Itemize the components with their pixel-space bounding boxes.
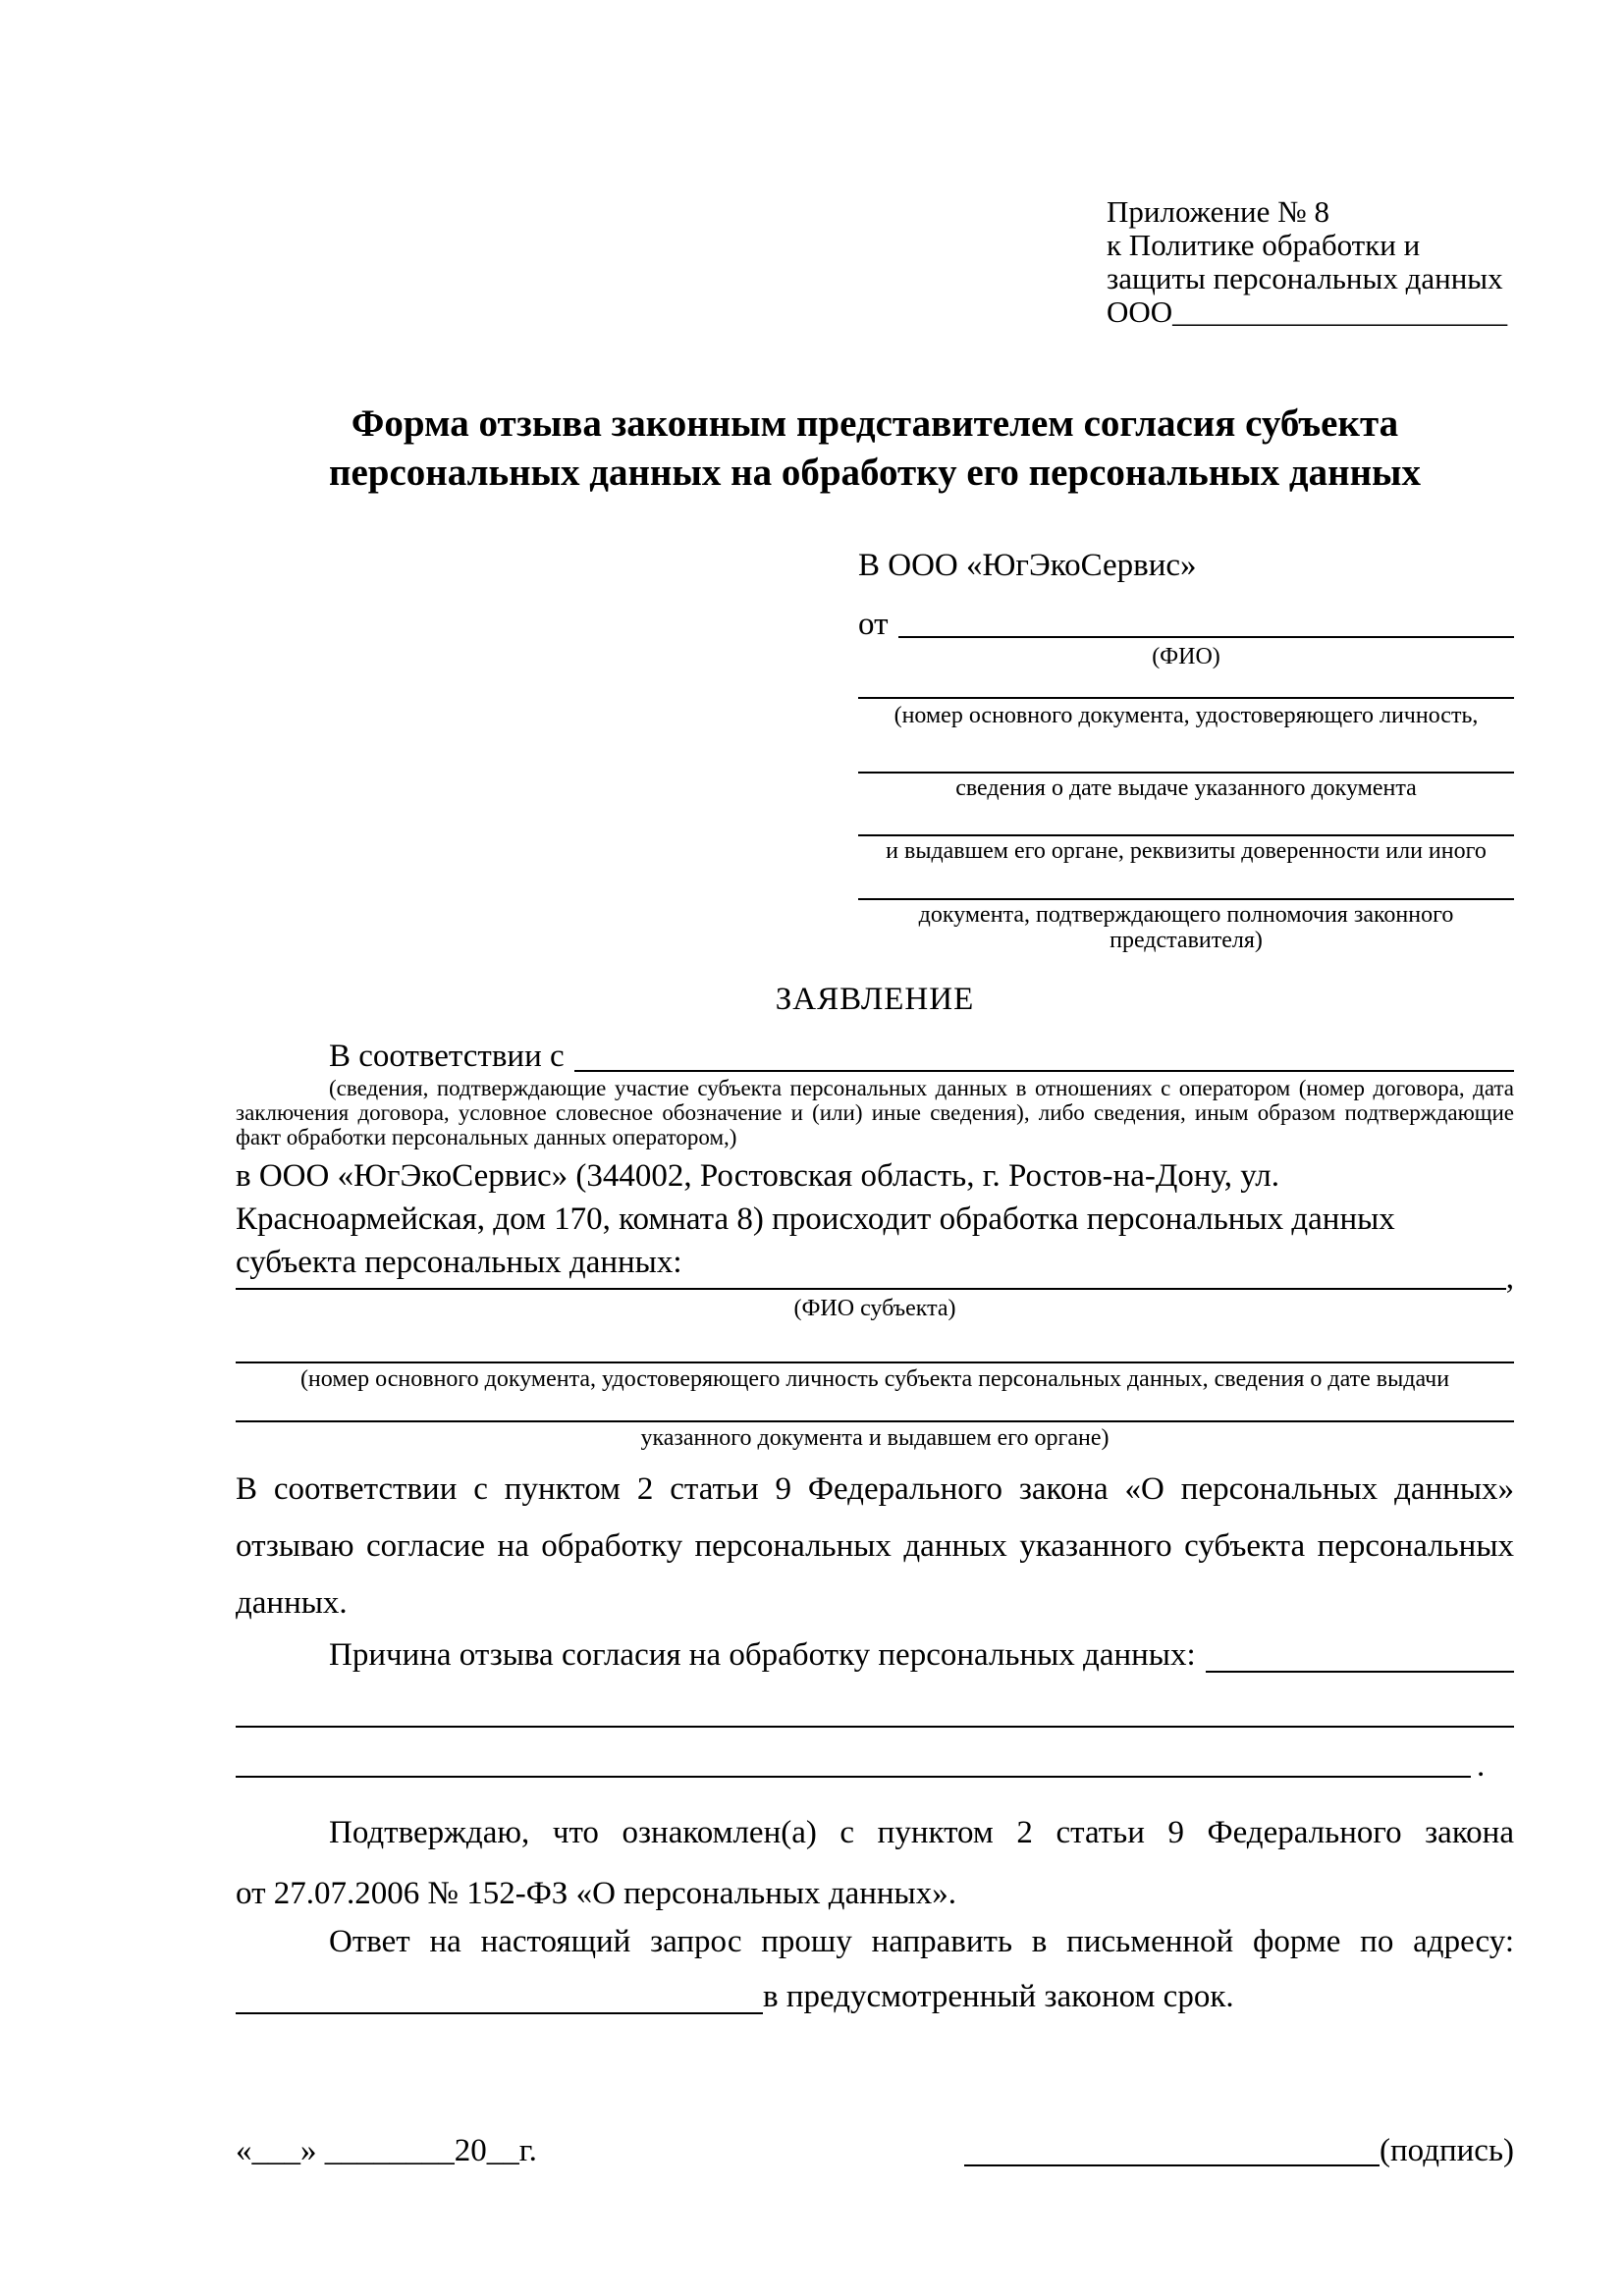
reason-period: . (1477, 1748, 1486, 1784)
subject-fio-comma: , (1505, 1260, 1514, 1296)
doc-caption-2: сведения о дате выдаче указанного документа (955, 775, 1417, 801)
operator-paragraph-line: в ООО «ЮгЭкоСервис» (344002, Ростовская область, г. Ростов-на-Дону, ул. (236, 1158, 1279, 1194)
subject-doc-blank-line-2 (236, 1386, 1514, 1422)
confirm-paragraph-line: Подтверждаю, что ознакомлен(а) с пунктом 2 статьи 9 Федерального закона (329, 1815, 1514, 1850)
doc-caption-1: (номер основного документа, удостоверяющего личность, (893, 703, 1479, 728)
doc-blank-line-1 (858, 664, 1514, 699)
operator-paragraph-line: субъекта персональных данных: (236, 1245, 682, 1280)
addressee-from-row (858, 605, 1514, 642)
withdrawal-paragraph-line: отзываю согласие на обработку персональных данных указанного субъекта персональных (236, 1528, 1514, 1564)
operator-paragraph-line: Красноармейская, дом 170, комната 8) происходит обработка персональных данных (236, 1201, 1395, 1237)
reply-address-blank-line (236, 1979, 763, 2014)
page-title-line: Форма отзыва законным представителем согласия субъекта (351, 402, 1399, 445)
reason-blank-line (1206, 1635, 1514, 1673)
ooo-label: ООО (1107, 294, 1173, 329)
reply-address-row (236, 1979, 1514, 2014)
fine-print: (сведения, подтверждающие участие субъекта персональных данных в отношениях с оператором (номер договора, дата заключения договора, условное словесное обозначение и (или) иные сведения), либо сведения, иным образом подтверждающие факт обработки персональных данных оператором,) (236, 1076, 1514, 1149)
reason-extra-line-1 (236, 1690, 1514, 1728)
reason-extra-row-2 (236, 1728, 1514, 1784)
page-title-line: персональных данных на обработку его персональных данных (328, 452, 1422, 494)
signature-line (964, 2135, 1380, 2166)
intro-blank-line (574, 1037, 1514, 1072)
withdrawal-paragraph-line: В соответствии с пунктом 2 статьи 9 Федерального закона «О персональных данных» (236, 1471, 1514, 1507)
reason-row (236, 1635, 1514, 1673)
subject-doc-blank-line-1 (236, 1325, 1514, 1363)
reply-line: Ответ на настоящий запрос прошу направить в письменной форме по адресу: (329, 1924, 1514, 1959)
subject-doc-caption-1: (номер основного документа, удостоверяющего личность субъекта персональных данных, сведения о дате выдачи (299, 1366, 1450, 1392)
addressee-to-line: В ООО «ЮгЭкоСервис» (858, 548, 1197, 583)
doc-caption-4: документа, подтверждающего полномочия законного представителя) (918, 902, 1454, 953)
intro-row (236, 1037, 1514, 1072)
annex-note (1107, 195, 1507, 329)
annex-note-line: защиты персональных данных (1107, 261, 1503, 295)
subject-fio-blank-line (236, 1264, 1506, 1290)
intro-label: В соответствии с (329, 1039, 565, 1074)
subject-doc-caption-2: указанного документа и выдавшем его органе) (640, 1425, 1110, 1451)
reason-label: Причина отзыва согласия на обработку персональных данных: (329, 1637, 1196, 1673)
doc-blank-line-2 (858, 738, 1514, 774)
fio-caption: (ФИО) (1152, 644, 1220, 669)
annex-note-line: к Политике обработки и (1107, 228, 1421, 262)
ooo-blank-line: ______________________ (1172, 294, 1508, 329)
reply-suffix: в предусмотренный законом срок. (763, 1979, 1234, 2014)
annex-note-ooo-line (1107, 295, 1507, 329)
from-blank-line (898, 605, 1515, 638)
page-title (236, 400, 1514, 498)
withdrawal-paragraph-line: данных. (236, 1585, 348, 1621)
reason-extra-line-2 (236, 1726, 1471, 1778)
doc-caption-3: и выдавшем его органе, реквизиты доверенности или иного (886, 838, 1487, 864)
statement-heading: ЗАЯВЛЕНИЕ (775, 982, 975, 1017)
footer-row (236, 2135, 1514, 2166)
withdrawal-paragraph (236, 1461, 1514, 1631)
annex-note-line: Приложение № 8 (1107, 194, 1329, 229)
date-blank: «___» ________20__г. (236, 2133, 537, 2168)
signature-caption: (подпись) (1380, 2133, 1514, 2168)
confirm-paragraph (236, 1802, 1514, 1924)
confirm-paragraph-line: от 27.07.2006 № 152-ФЗ «О персональных данных». (236, 1876, 956, 1911)
doc-blank-line-4 (858, 865, 1514, 900)
signature-block (964, 2135, 1514, 2166)
doc-blank-line-3 (858, 801, 1514, 836)
from-label: от (858, 607, 889, 642)
subject-fio-caption: (ФИО субъекта) (793, 1296, 956, 1321)
